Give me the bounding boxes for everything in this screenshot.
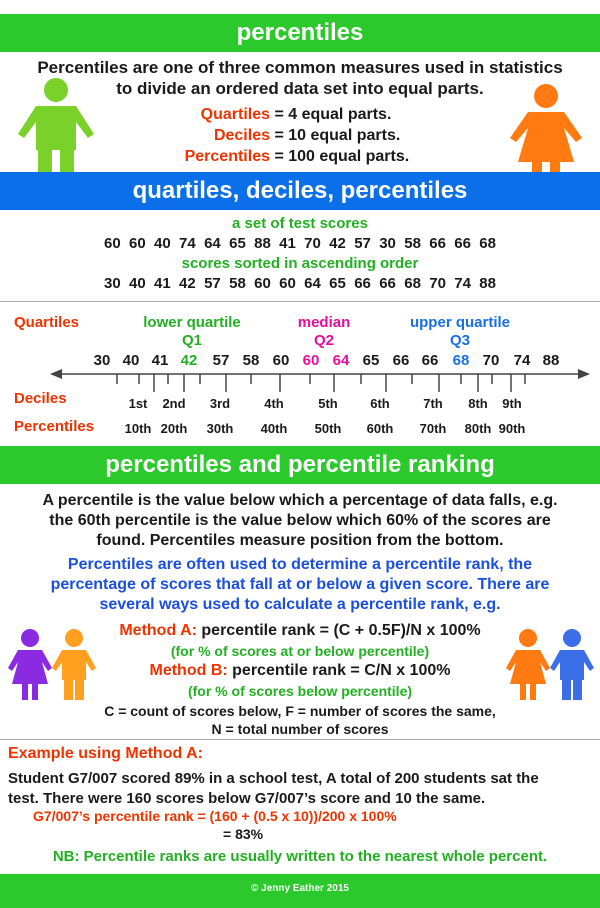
set-label: a set of test scores — [232, 215, 368, 232]
section-title: quartiles, deciles, percentiles — [132, 177, 468, 204]
parts-row: Quartiles = 4 equal parts. — [200, 106, 392, 123]
method-a: Method A: percentile rank = (C + 0.5F)/N x 100% — [119, 622, 481, 639]
definition-paragraph: A percentile is the value below which a percentage of data falls, e.g. the 60th percentile is the value below which 60% of the scores are found. Percentiles measure position from the bottom. — [42, 492, 558, 549]
line-number: 41 — [151, 352, 169, 369]
percentile-label: 10th — [124, 421, 152, 436]
nb-note: NB: Percentile ranks are usually written to the nearest whole percent. — [52, 848, 548, 865]
intro-line-1: Percentiles are one of three common measures used in statistics — [37, 58, 563, 77]
people-group-right-icon — [506, 628, 596, 702]
decile-label: 7th — [423, 396, 443, 411]
method-b: Method B: percentile rank = C/N x 100% — [149, 662, 451, 679]
divider — [0, 301, 600, 302]
percentile-label: 90th — [498, 421, 526, 436]
example-heading: Example using Method A: — [8, 745, 203, 762]
percentile-label: 80th — [464, 421, 492, 436]
line-number: 40 — [122, 352, 140, 369]
rank-paragraph: Percentiles are often used to determine a percentile rank, the percentage of scores that fall at or below a given score. There are several ways used to calculate a percentile rank, e.g. — [50, 556, 550, 613]
footer — [0, 874, 600, 908]
title-banner — [0, 14, 600, 52]
quartiles-label: Quartiles — [14, 314, 80, 331]
line-number: 58 — [242, 352, 260, 369]
orange-person-icon — [504, 82, 588, 182]
sorted-values: 30 40 41 42 57 58 60 60 64 65 66 66 68 70 74 88 — [104, 275, 496, 292]
line-number-q2: 60 — [302, 352, 320, 369]
q2-label: Q2 — [313, 332, 334, 349]
decile-label: 1st — [128, 396, 148, 411]
number-line — [50, 364, 590, 394]
line-number: 66 — [392, 352, 410, 369]
parts-list — [150, 104, 450, 167]
method-b-note: (for % of scores below percentile) — [187, 683, 413, 699]
example-text: Student G7/007 scored 89% in a school test, A total of 200 students sat the test. There were 160 scores below G7/007’s score and 10 the same. — [8, 770, 539, 807]
people-group-left-icon — [8, 628, 104, 702]
decile-label: 6th — [370, 396, 390, 411]
section-banner-quartiles — [0, 172, 600, 210]
line-number-q1: 42 — [180, 352, 198, 369]
intro-line-2: to divide an ordered data set into equal parts. — [116, 79, 484, 98]
percentile-label: 30th — [206, 421, 234, 436]
line-number: 57 — [212, 352, 230, 369]
line-number: 60 — [272, 352, 290, 369]
decile-label: 9th — [502, 396, 522, 411]
percentiles-label: Percentiles — [14, 418, 95, 435]
divider — [0, 739, 600, 740]
percentile-label: 60th — [366, 421, 394, 436]
median-label: median — [297, 314, 351, 331]
q1-label: Q1 — [181, 332, 202, 349]
percentile-label: 50th — [314, 421, 342, 436]
line-number: 88 — [542, 352, 560, 369]
upper-quartile-label: upper quartile — [409, 314, 510, 331]
line-number: 74 — [513, 352, 531, 369]
line-number: 66 — [421, 352, 439, 369]
copyright: © Jenny Eather 2015 — [251, 883, 349, 894]
decile-label: 2nd — [162, 396, 186, 411]
section-banner-ranking — [0, 446, 600, 484]
parts-row: Percentiles = 100 equal parts. — [184, 148, 410, 165]
parts-row: Deciles = 10 equal parts. — [213, 127, 401, 144]
decile-label: 3rd — [209, 396, 231, 411]
line-number-q2: 64 — [332, 352, 350, 369]
percentile-label: 40th — [260, 421, 288, 436]
deciles-label: Deciles — [14, 390, 67, 407]
method-a-note: (for % of scores at or below percentile) — [170, 643, 430, 659]
percentile-label: 70th — [419, 421, 447, 436]
line-number: 70 — [482, 352, 500, 369]
set-values: 60 60 40 74 64 65 88 41 70 42 57 30 58 66 66 68 — [104, 235, 496, 252]
q3-label: Q3 — [449, 332, 470, 349]
example-calculation: G7/007’s percentile rank = (160 + (0.5 x 10))/200 x 100% — [33, 808, 397, 824]
decile-label: 4th — [264, 396, 284, 411]
section-title: percentiles and percentile ranking — [105, 451, 495, 478]
decile-label: 8th — [468, 396, 488, 411]
percentile-label: 20th — [160, 421, 188, 436]
line-number-q3: 68 — [452, 352, 470, 369]
sorted-label: scores sorted in ascending order — [181, 255, 419, 272]
line-number: 65 — [362, 352, 380, 369]
example-result: = 83% — [223, 826, 264, 842]
variable-definitions: C = count of scores below, F = number of scores the same, N = total number of scores — [104, 703, 496, 737]
green-person-icon — [14, 76, 98, 180]
line-number: 30 — [93, 352, 111, 369]
lower-quartile-label: lower quartile — [143, 314, 241, 331]
decile-label: 5th — [318, 396, 338, 411]
page-title: percentiles — [236, 19, 364, 46]
